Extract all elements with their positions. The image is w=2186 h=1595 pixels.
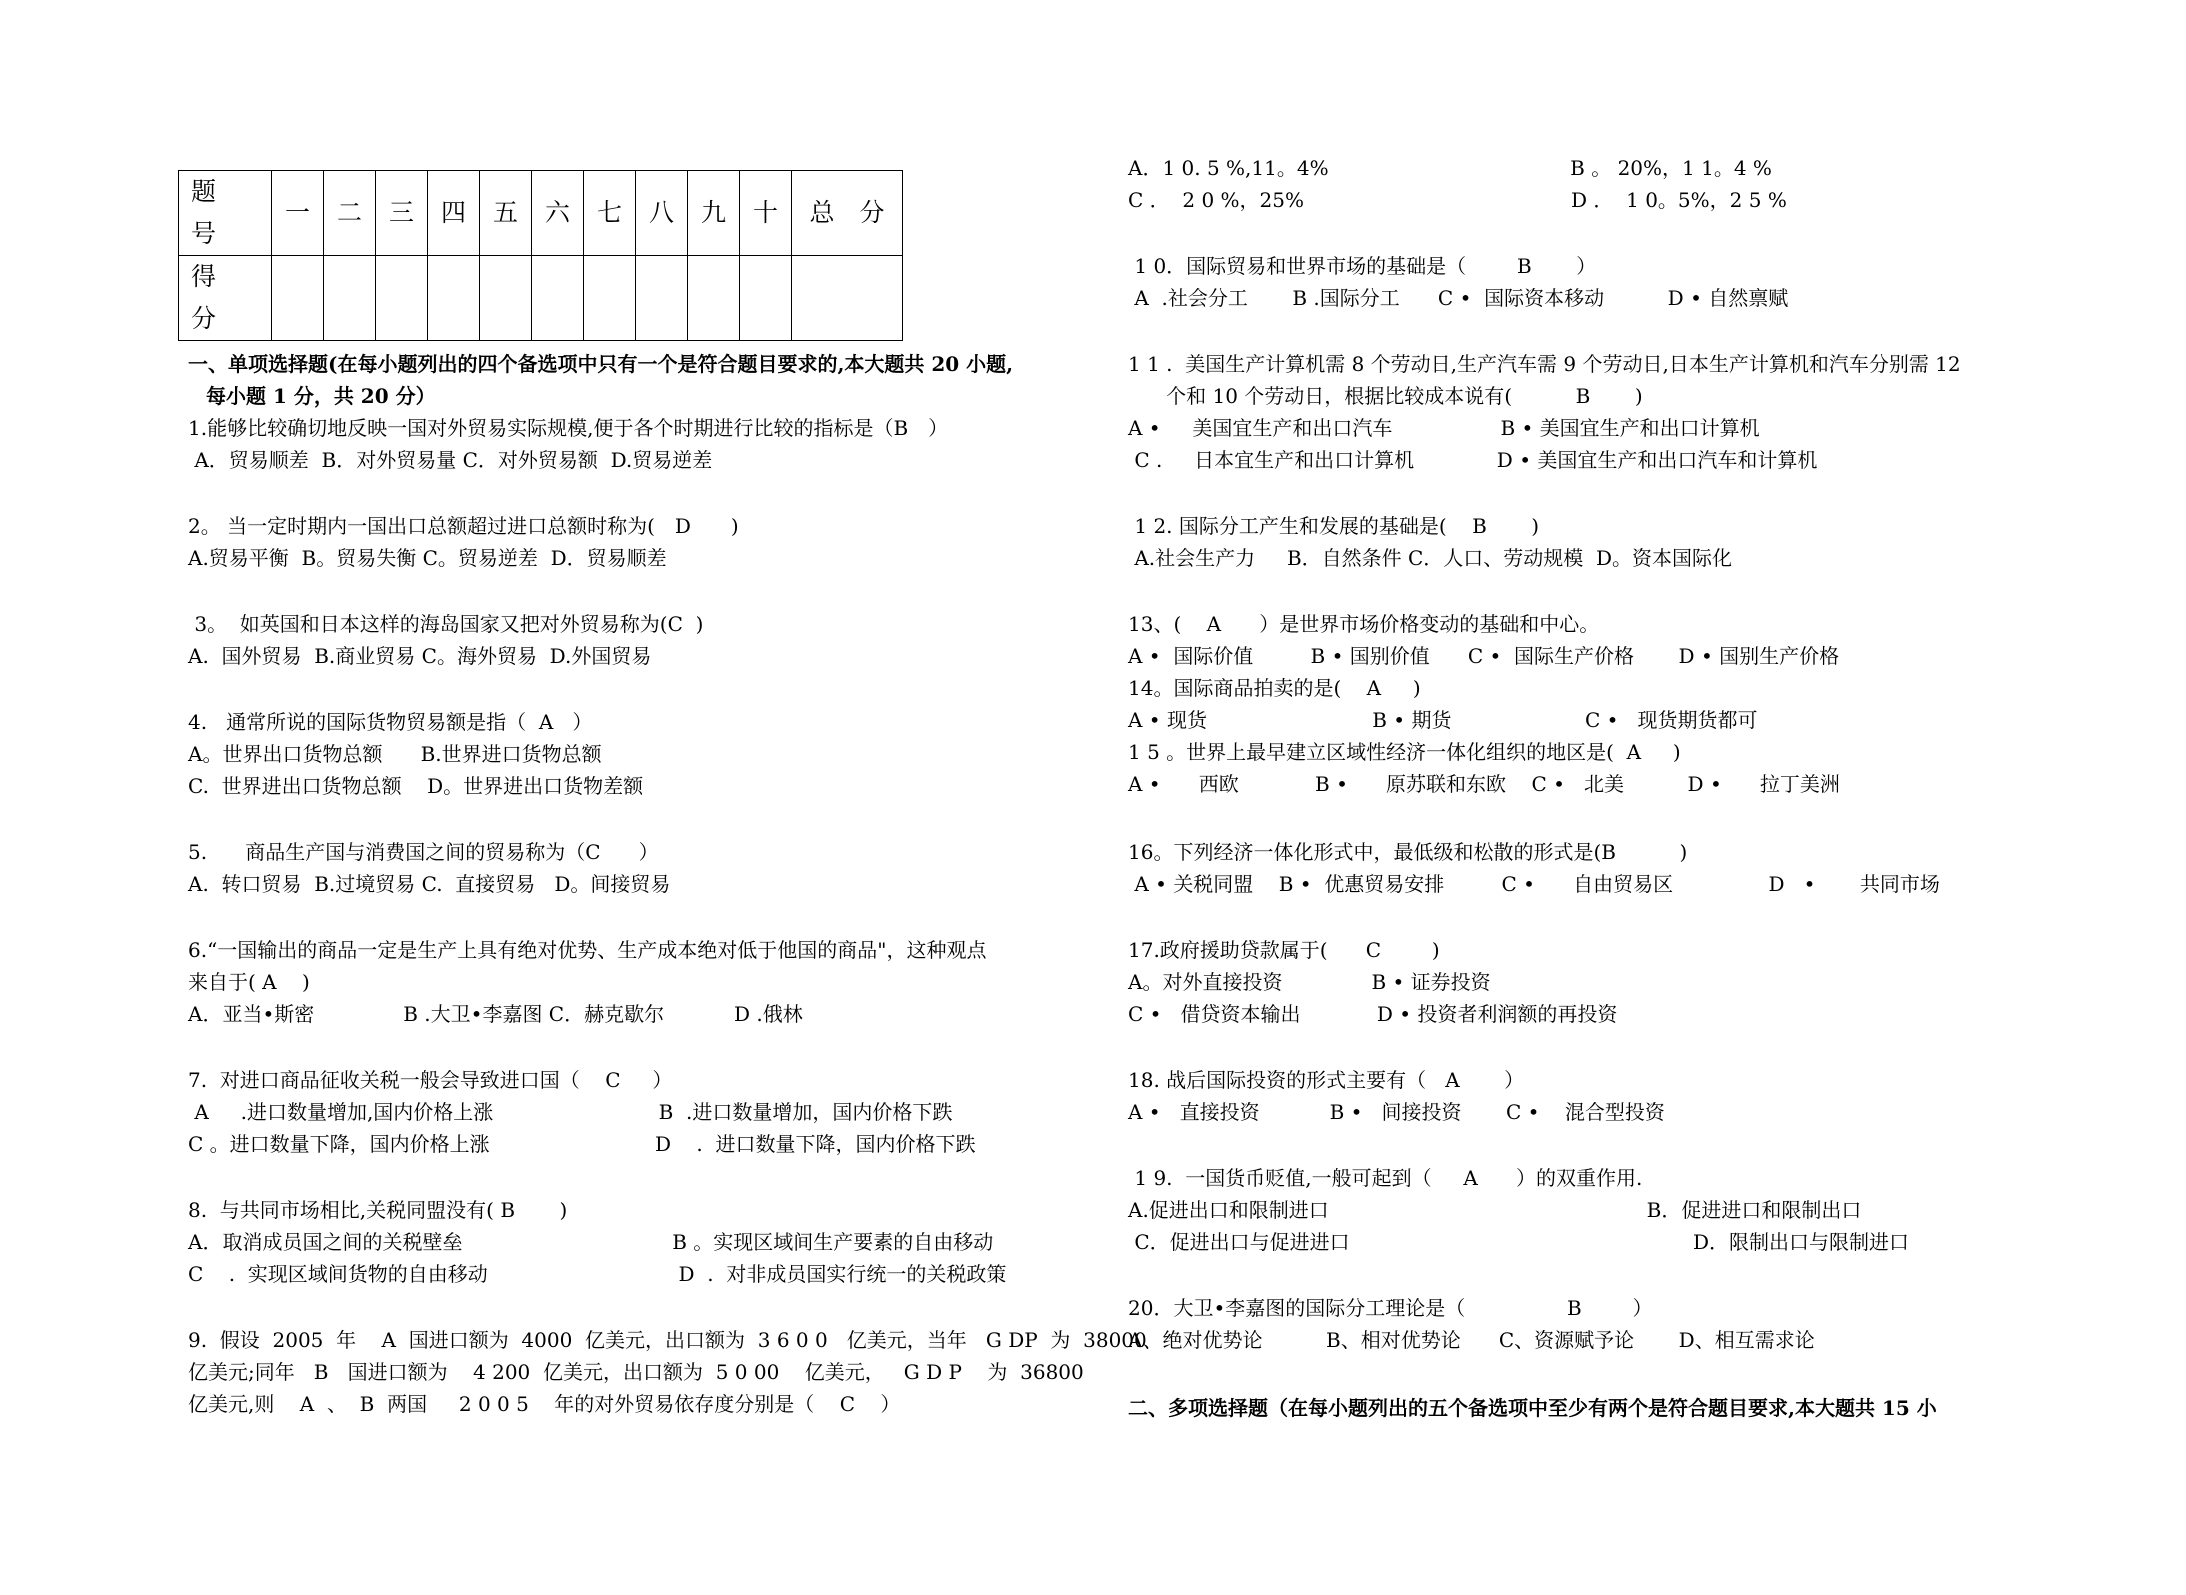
question-19-options-a: A.促进出口和限制进口 B．促进进口和限制出口: [1128, 1198, 1862, 1222]
score-cell[interactable]: [376, 256, 428, 341]
score-table-col: 八: [636, 171, 688, 256]
score-table-col: 十: [740, 171, 792, 256]
question-2-options: A.贸易平衡 B。贸易失衡 C。贸易逆差 D．贸易顺差: [188, 546, 667, 570]
question-11-options-b: C . 日本宜生产和出口计算机 D • 美国宜生产和出口汽车和计算机: [1128, 448, 1818, 472]
score-cell[interactable]: [272, 256, 324, 341]
question-16: 16。下列经济一体化形式中，最低级和松散的形式是(B ): [1128, 840, 1688, 864]
score-table-row-label: 题 号: [179, 171, 272, 256]
question-19-options-b: C．促进出口与促进进口 D．限制出口与限制进口: [1128, 1230, 1909, 1254]
question-9-options-b: C ． 2 0 %，25% D ． 1 0。5%，2 5 %: [1128, 188, 1787, 212]
question-14-options: A • 现货 B • 期货 C • 现货期货都可: [1128, 708, 1758, 732]
section-heading: 一、单项选择题(在每小题列出的四个备选项中只有一个是符合题目要求的,本大题共 20 小题,: [188, 352, 1014, 376]
question-10-options: A .社会分工 B .国际分工 C • 国际资本移动 D • 自然禀赋: [1128, 286, 1789, 310]
score-table-col: 四: [428, 171, 480, 256]
question-4-options-a: A。世界出口货物总额 B.世界进口货物总额: [188, 742, 602, 766]
question-7: 7. 对进口商品征收关税一般会导致进口国（ C ）: [188, 1068, 673, 1092]
question-15-options: A • 西欧 B • 原苏联和东欧 C • 北美 D • 拉丁美洲: [1128, 772, 1840, 796]
question-6-options: A．亚当•斯密 B .大卫•李嘉图 C．赫克歇尔 D .俄林: [188, 1002, 803, 1026]
question-5: 5. 商品生产国与消费国之间的贸易称为（C ）: [188, 840, 659, 864]
question-8-options-a: A．取消成员国之间的关税壁垒 B 。实现区域间生产要素的自由移动: [188, 1230, 994, 1254]
score-cell[interactable]: [740, 256, 792, 341]
score-cell[interactable]: [584, 256, 636, 341]
question-8: 8. 与共同市场相比,关税同盟没有( B ): [188, 1198, 568, 1222]
question-15: 1 5 。世界上最早建立区域性经济一体化组织的地区是( A ): [1128, 740, 1681, 764]
question-20: 20．大卫•李嘉图的国际分工理论是（ B ）: [1128, 1296, 1653, 1320]
score-table-col: 二: [324, 171, 376, 256]
score-table-header-row: [179, 171, 903, 256]
score-cell[interactable]: [324, 256, 376, 341]
question-6-cont: 来自于( A ): [188, 970, 310, 994]
question-5-options: A. 转口贸易 B.过境贸易 C. 直接贸易 D。间接贸易: [188, 872, 671, 896]
question-12: 1 2. 国际分工产生和发展的基础是( B ): [1128, 514, 1540, 538]
score-table-col: 一: [272, 171, 324, 256]
score-table-col: 九: [688, 171, 740, 256]
score-cell[interactable]: [532, 256, 584, 341]
score-table-col: 七: [584, 171, 636, 256]
score-table-score-row: [179, 256, 903, 341]
question-4-options-b: C. 世界进出口货物总额 D。世界进出口货物差额: [188, 774, 644, 798]
question-1: 1.能够比较确切地反映一国对外贸易实际规模,便于各个时期进行比较的指标是（B ）: [188, 416, 949, 440]
question-9-cont: 亿美元;同年 B 国进口额为 4 200 亿美元，出口额为 5 0 00 亿美元， G D P 为 36800: [188, 1360, 1084, 1384]
score-table: [178, 170, 903, 341]
score-cell[interactable]: [480, 256, 532, 341]
score-table-row-label: 得 分: [179, 256, 272, 341]
question-4: 4. 通常所说的国际货物贸易额是指（ A ）: [188, 710, 593, 734]
question-12-options: A.社会生产力 B．自然条件 C．人口、劳动规模 D。资本国际化: [1128, 546, 1733, 570]
score-table-col: 六: [532, 171, 584, 256]
question-6: 6.“一国输出的商品一定是生产上具有绝对优势、生产成本绝对低于他国的商品"，这种观点: [188, 938, 987, 962]
question-14: 14。国际商品拍卖的是( A ): [1128, 676, 1421, 700]
question-18-options: A • 直接投资 B • 间接投资 C • 混合型投资: [1128, 1100, 1665, 1124]
question-18: 18. 战后国际投资的形式主要有（ A ）: [1128, 1068, 1525, 1092]
question-11-cont: 个和 10 个劳动日，根据比较成本说有( B ): [1128, 384, 1643, 408]
score-cell[interactable]: [428, 256, 480, 341]
question-20-options: A、绝对优势论 B、相对优势论 C、资源赋予论 D、相互需求论: [1128, 1328, 1815, 1352]
question-19: 1 9. 一国货币贬值,一般可起到（ A ）的双重作用.: [1128, 1166, 1643, 1190]
question-9-cont-2: 亿美元,则 A 、 B 两国 2 0 0 5 年的对外贸易依存度分别是（ C ）: [188, 1392, 901, 1416]
question-7-options-a: A .进口数量增加,国内价格上涨 B .进口数量增加，国内价格下跌: [188, 1100, 953, 1124]
section-2-heading: 二、多项选择题（在每小题列出的五个备选项中至少有两个是符合题目要求,本大题共 15 小: [1128, 1396, 1937, 1420]
question-3-options: A. 国外贸易 B.商业贸易 C。海外贸易 D.外国贸易: [188, 644, 652, 668]
question-11-options-a: A • 美国宜生产和出口汽车 B • 美国宜生产和出口计算机: [1128, 416, 1760, 440]
question-3: 3。 如英国和日本这样的海岛国家又把对外贸易称为(C ): [188, 612, 704, 636]
question-1-options: A．贸易顺差 B．对外贸易量 C．对外贸易额 D.贸易逆差: [188, 448, 713, 472]
question-11: 1 1 . 美国生产计算机需 8 个劳动日,生产汽车需 9 个劳动日,日本生产计算机和汽车分别需 12: [1128, 352, 1961, 376]
question-9-options-a: A．1 0. 5 %,11。4% B 。 20%，1 1。4 %: [1128, 156, 1772, 180]
question-7-options-b: C 。进口数量下降，国内价格上涨 D . 进口数量下降，国内价格下跌: [188, 1132, 976, 1156]
score-cell-total[interactable]: [792, 256, 903, 341]
question-13-options: A • 国际价值 B • 国别价值 C • 国际生产价格 D • 国别生产价格: [1128, 644, 1840, 668]
question-9: 9. 假设 2005 年 A 国进口额为 4000 亿美元，出口额为 3 6 0 0 亿美元，当年 G DP 为 38000: [188, 1328, 1147, 1352]
score-cell[interactable]: [636, 256, 688, 341]
question-16-options: A • 关税同盟 B • 优惠贸易安排 C • 自由贸易区 D • 共同市场: [1128, 872, 1940, 896]
question-10: 1 0．国际贸易和世界市场的基础是（ B ）: [1128, 254, 1597, 278]
question-8-options-b: C . 实现区域间货物的自由移动 D . 对非成员国实行统一的关税政策: [188, 1262, 1007, 1286]
score-cell[interactable]: [688, 256, 740, 341]
question-13: 13、( A ）是世界市场价格变动的基础和中心。: [1128, 612, 1600, 636]
question-17-options-b: C • 借贷资本输出 D • 投资者利润额的再投资: [1128, 1002, 1618, 1026]
score-table-total-col: 总 分: [792, 171, 903, 256]
question-17: 17.政府援助贷款属于( C ): [1128, 938, 1440, 962]
score-table-col: 三: [376, 171, 428, 256]
score-table-col: 五: [480, 171, 532, 256]
question-17-options-a: A。对外直接投资 B • 证券投资: [1128, 970, 1491, 994]
question-2: 2。 当一定时期内一国出口总额超过进口总额时称为( D ): [188, 514, 739, 538]
section-heading-cont: 每小题 1 分，共 20 分）: [206, 384, 436, 408]
